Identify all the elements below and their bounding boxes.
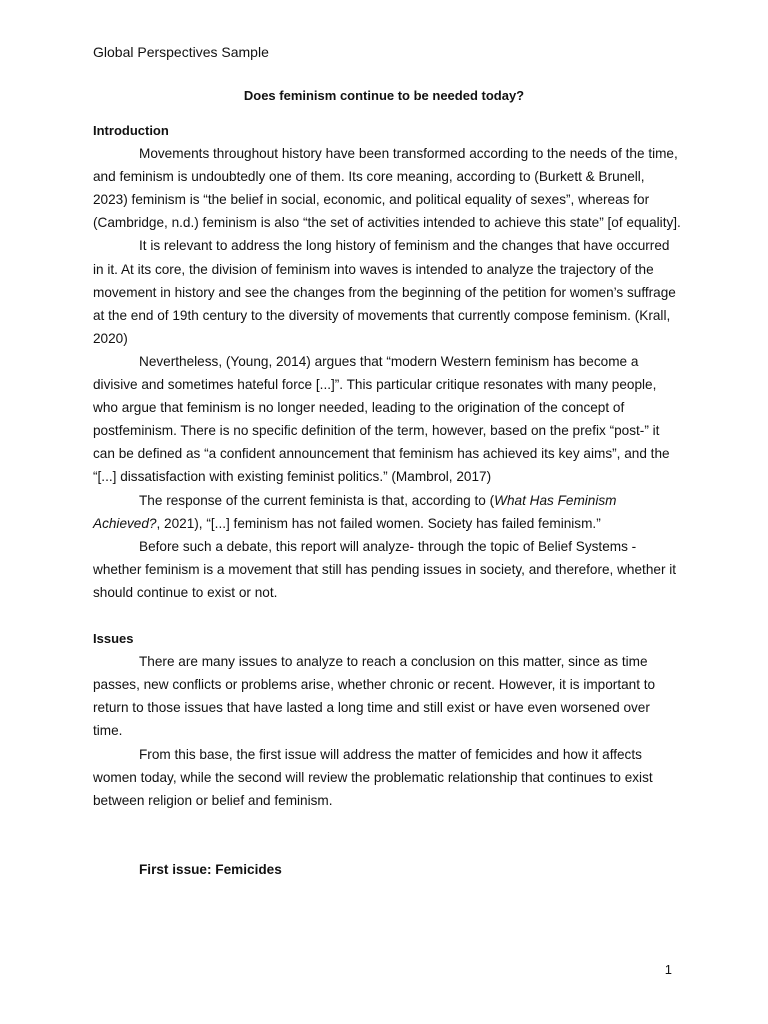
introduction-paragraph-5: Before such a debate, this report will analyze- through the topic of Belief Systems -whether feminism is a movement that still has pending issues in society, and therefore, whether it should continue to exist or not. (93, 538, 677, 600)
issues-paragraph-2: From this base, the first issue will address the matter of femicides and how it affects women today, while the second will review the problematic relationship that continues to exist between religion or belief and feminism. (93, 746, 653, 808)
introduction-paragraph-4 (93, 489, 683, 535)
document-body (93, 119, 683, 881)
issues-paragraph-1: There are many issues to analyze to reach a conclusion on this matter, since as time passes, new conflicts or problems arise, whether chronic or recent. However, it is important to return to those issues that have lasted a long time and still exist or have even worsened over time. (93, 654, 656, 739)
spacer (93, 604, 683, 627)
document-title: Does feminism continue to be needed today? (243, 88, 525, 103)
page-number: 1 (664, 962, 672, 977)
p4-text-before: The response of the current feminista is that, according to ( (139, 492, 495, 508)
spacer (93, 812, 683, 858)
introduction-paragraph-1: Movements throughout history have been transformed according to the needs of the time, and feminism is undoubtedly one of them. Its core meaning, according to (Burkett & Brunell, 2023) feminism is “the belief in social, economic, and political equality of sexes”, whereas for (Cambridge, n.d.) feminism is also “the set of activities intended to achieve this state” [of equality]. (93, 146, 681, 231)
p4-text-after: , 2021), “[...] feminism has not failed women. Society has failed feminism.” (156, 515, 601, 531)
introduction-paragraph-3: Nevertheless, (Young, 2014) argues that “modern Western feminism has become a divisive and sometimes hateful force [...]”. This particular critique resonates with many people, who argue that feminism is no longer needed, leading to the origination of the concept of postfeminism. There is no specific definition of the term, however, based on the prefix “post-” it can be defined as “a confident announcement that feminism has achieved its key aims”, and the “[...] dissatisfaction with existing feminist politics.” (Mambrol, 2017) (93, 353, 670, 485)
issues-heading: Issues (93, 631, 134, 647)
first-issue-heading: First issue: Femicides (139, 861, 282, 877)
p4-italic-title: What Has Feminism Achieved? (93, 492, 617, 531)
introduction-paragraph-2: It is relevant to address the long history of feminism and the changes that have occurred in it. At its core, the division of feminism into waves is intended to analyze the trajectory of the movement in history and see the changes from the beginning of the petition for women’s suffrage at the end of 19th century to the diversity of movements that currently compose feminism. (Krall, 2020) (93, 238, 676, 346)
introduction-heading: Introduction (93, 123, 169, 138)
running-header: Global Perspectives Sample (93, 44, 269, 60)
